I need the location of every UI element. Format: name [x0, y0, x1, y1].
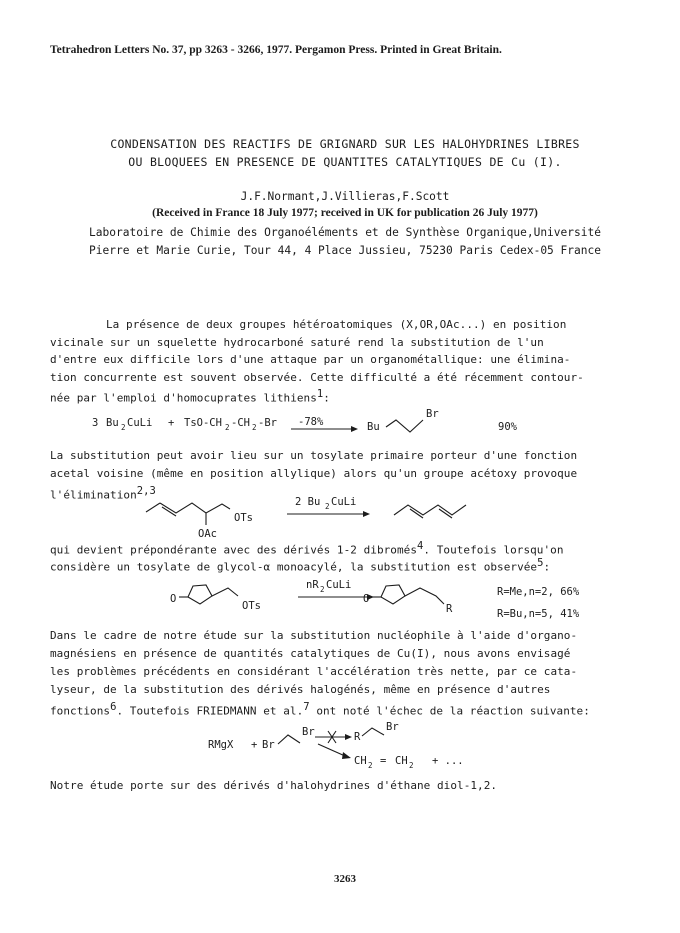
para2-line: l'élimination$^{2,3}$: [50, 485, 156, 502]
para1-line: vicinale sur un squelette hydrocarboné saturé rend la substitution de l'un: [50, 336, 544, 349]
svg-text:+ ...: + ...: [432, 755, 464, 767]
svg-text:R: R: [354, 731, 361, 743]
svg-text:2: 2: [409, 761, 414, 770]
para3-line: considère un tosylate de glycol-α monoacylé, la substitution est observée$^5$:: [50, 557, 551, 574]
svg-text:2: 2: [325, 502, 330, 511]
svg-text:2: 2: [368, 761, 373, 770]
para1-line: tion concurrente est souvent observée. Cette difficulté a été récemment contour-: [50, 371, 584, 384]
svg-text:CuLi: CuLi: [326, 579, 352, 591]
svg-text:2 Bu: 2 Bu: [295, 496, 321, 508]
svg-text:CH: CH: [395, 755, 408, 767]
para1-line: d'entre eux difficile lors d'une attaque par un organométallique: une élimina-: [50, 353, 571, 366]
svg-text:CH: CH: [354, 755, 367, 767]
received-dates: (Received in France 18 July 1977; received in UK for publication 26 July 1977): [152, 207, 538, 219]
svg-text:nR: nR: [306, 579, 319, 591]
svg-text:R=Me,n=2, 66%: R=Me,n=2, 66%: [497, 586, 580, 598]
svg-text:RMgX: RMgX: [208, 739, 234, 751]
svg-text:+: +: [251, 739, 258, 751]
svg-text:Br: Br: [386, 721, 399, 733]
svg-text:O: O: [363, 593, 370, 605]
article-title-line-1: CONDENSATION DES REACTIFS DE GRIGNARD SUR LES HALOHYDRINES LIBRES: [110, 137, 580, 151]
svg-text:Bu: Bu: [106, 417, 119, 429]
para4-line: Dans le cadre de notre étude sur la substitution nucléophile à l'aide d'organo-: [50, 629, 578, 642]
svg-text:CuLi: CuLi: [127, 417, 153, 429]
para4-line: les problèmes précédents en considérant l'accélération très nette, par ce cata-: [50, 665, 578, 678]
journal-header: Tetrahedron Letters No. 37, pp 3263 - 3266, 1977. Pergamon Press. Printed in Great Britain.: [50, 44, 502, 56]
svg-text:R=Bu,n=5, 41%: R=Bu,n=5, 41%: [497, 608, 580, 620]
svg-text:Bu: Bu: [367, 421, 380, 433]
svg-text:2: 2: [121, 423, 126, 432]
para4-line: fonctions$^6$. Toutefois FRIEDMANN et al.$^7$ ont noté l'échec de la réaction suivante:: [50, 701, 590, 718]
affiliation-line-1: Laboratoire de Chimie des Organoéléments et de Synthèse Organique,Université: [89, 226, 601, 239]
scheme-4: [0, 718, 680, 774]
scheme-1: [0, 400, 680, 438]
affiliation-line-2: Pierre et Marie Curie, Tour 44, 4 Place Jussieu, 75230 Paris Cedex-05 France: [89, 244, 601, 257]
svg-text:O: O: [170, 593, 177, 605]
svg-text:OAc: OAc: [198, 528, 217, 540]
article-title-line-2: OU BLOQUEES EN PRESENCE DE QUANTITES CATALYTIQUES DE Cu (I).: [128, 155, 562, 169]
svg-text:Br: Br: [426, 408, 439, 420]
para1-line: La présence de deux groupes hétéroatomiques (X,OR,OAc...) en position: [106, 318, 567, 331]
svg-text:TsO-CH: TsO-CH: [184, 417, 222, 429]
para2-line: acetal voisine (même en position allylique) alors qu'un groupe acétoxy provoque: [50, 467, 578, 480]
svg-text:-Br: -Br: [258, 417, 277, 429]
scheme-3: [0, 572, 680, 622]
svg-text:OTs: OTs: [234, 512, 253, 524]
svg-text:90%: 90%: [498, 421, 517, 433]
svg-text:Br: Br: [262, 739, 275, 751]
svg-text:Br: Br: [302, 726, 315, 738]
svg-text:2: 2: [252, 423, 257, 432]
para3-line: qui devient prépondérante avec des dérivés 1-2 dibromés$^4$. Toutefois lorsqu'on: [50, 540, 564, 557]
svg-text:+: +: [168, 417, 175, 429]
svg-text:=: =: [380, 755, 387, 767]
para5: Notre étude porte sur des dérivés d'halohydrines d'éthane diol-1,2.: [50, 779, 498, 792]
para4-line: magnésiens en présence de quantités catalytiques de Cu(I), nous avons envisagé: [50, 647, 571, 660]
svg-text:OTs: OTs: [242, 600, 261, 612]
para2-line: La substitution peut avoir lieu sur un tosylate primaire porteur d'une fonction: [50, 449, 578, 462]
svg-text:-78%: -78%: [298, 416, 324, 428]
svg-text:3: 3: [92, 417, 99, 429]
page-number: 3263: [334, 873, 356, 885]
svg-text:-CH: -CH: [231, 417, 250, 429]
svg-text:CuLi: CuLi: [331, 496, 357, 508]
svg-text:2: 2: [225, 423, 230, 432]
svg-text:R: R: [446, 603, 453, 615]
para1-line: née par l'emploi d'homocuprates lithiens$^1$:: [50, 388, 330, 405]
authors: J.F.Normant,J.Villieras,F.Scott: [240, 190, 450, 203]
svg-text:2: 2: [320, 585, 325, 594]
para4-line: lyseur, de la substitution des dérivés halogénés, même en présence d'autres: [50, 683, 551, 696]
